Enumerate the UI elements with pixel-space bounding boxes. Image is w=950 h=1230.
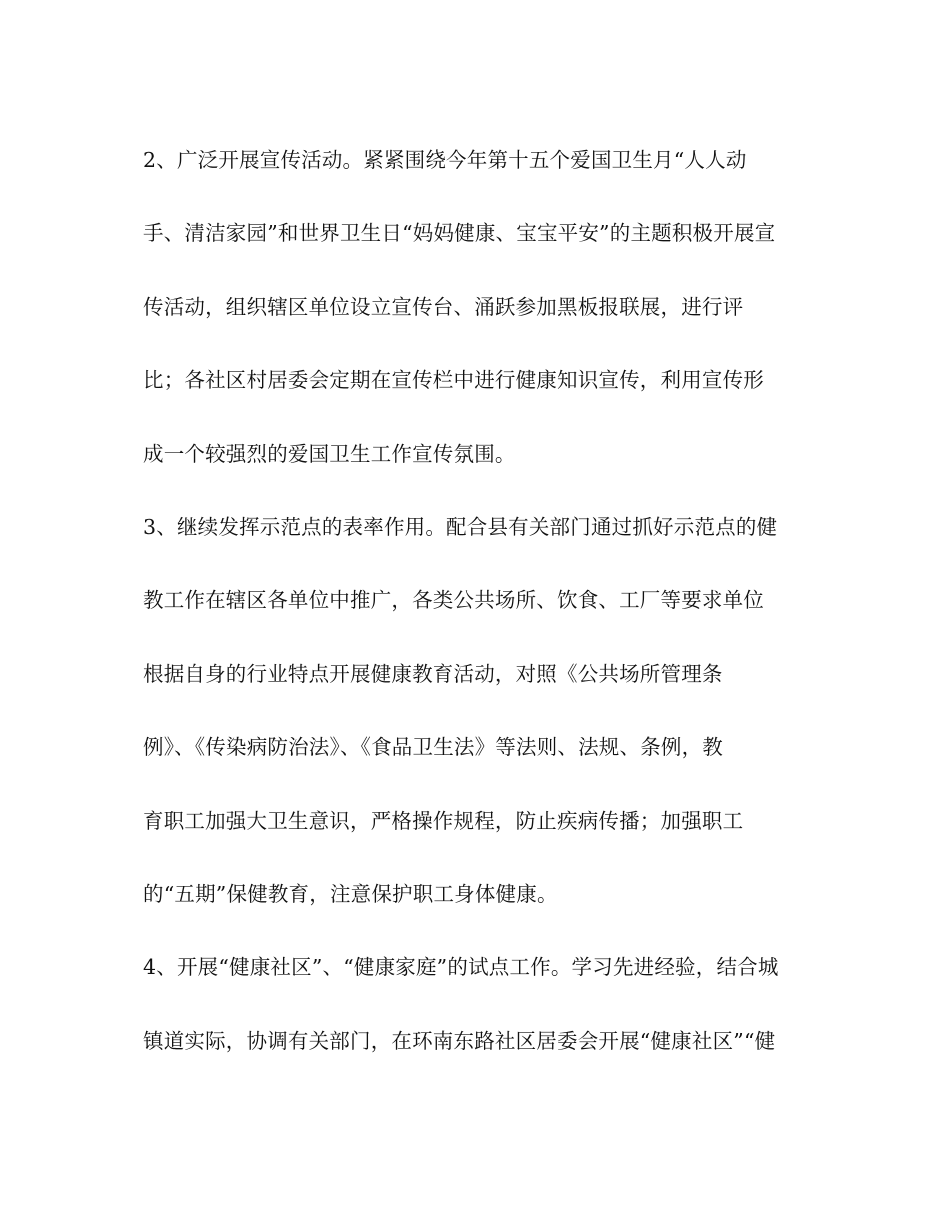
- text-line: 教工作在辖区各单位中推广，各类公共场所、饮食、工厂等要求单位: [143, 588, 764, 613]
- text-line: 例》、《传染病防治法》、《食品卫生法》等法则、法规、条例，教: [143, 735, 723, 760]
- text-line: 镇道实际，协调有关部门，在环南东路社区居委会开展“健康社区”“健: [143, 1028, 776, 1053]
- text-line: 的“五期”保健教育，注意保护职工身体健康。: [143, 881, 558, 906]
- document-body: [143, 140, 813, 1094]
- text-line: 传活动，组织辖区单位设立宣传台、涌跃参加黑板报联展，进行评: [143, 294, 744, 319]
- text-line: 4、开展“健康社区”、“健康家庭”的试点工作。学习先进经验，结合城: [143, 955, 779, 980]
- text-line: 2、广泛开展宣传活动。紧紧围绕今年第十五个爱国卫生月“人人动: [143, 148, 747, 172]
- text-line: 3、继续发挥示范点的表率作用。配合县有关部门通过抓好示范点的健: [143, 514, 778, 539]
- text-line: 成一个较强烈的爱国卫生工作宣传氛围。: [143, 441, 516, 466]
- text-line: 育职工加强大卫生意识，严格操作规程，防止疾病传播；加强职工: [143, 808, 744, 833]
- text-line: 根据自身的行业特点开展健康教育活动，对照《公共场所管理条: [143, 661, 723, 686]
- text-line: 比；各社区村居委会定期在宣传栏中进行健康知识宣传，利用宣传形: [143, 368, 764, 393]
- text-line: 手、清洁家园”和世界卫生日“妈妈健康、宝宝平安”的主题积极开展宣: [143, 221, 776, 246]
